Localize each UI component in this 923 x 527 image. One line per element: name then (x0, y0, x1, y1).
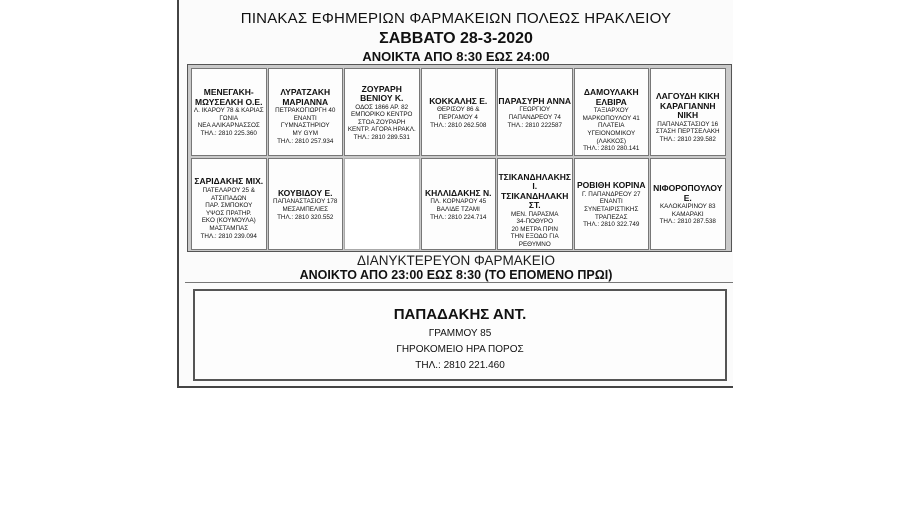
pharmacy-phone: ΤΗΛ.: 2810 224.714 (430, 213, 487, 221)
pharmacy-address-line: ΣΤΟΑ ΖΟΥΡΑΡΗ (358, 118, 406, 126)
pharmacy-cell (268, 68, 344, 156)
pharmacy-address-line: (ΛΑΚΚΟΣ) (596, 137, 627, 145)
pharmacy-phone: ΤΗΛ.: 2810 222587 (507, 121, 563, 129)
pharmacy-address-line: ΠΑΤΕΛΑΡΟΥ 25 & ΑΤΣΙΠΑΔΩΝ (202, 186, 255, 202)
pharmacy-address-line: 20 ΜΕΤΡΑ ΠΡΙΝ (511, 225, 558, 233)
pharmacy-cell (268, 158, 344, 250)
pharmacy-address-line: ΤΡΑΠΕΖΑΣ (595, 213, 628, 221)
pharmacy-address-line: ΕΝΑΝΤΙ ΓΥΜΝΑΣΤΗΡΙΟΥ (280, 114, 330, 130)
pharmacy-address-line: ΚΑΛΟΚΑΙΡΙΝΟΥ 83 (659, 203, 716, 211)
pharmacy-phone: ΤΗΛ.: 2810 257.934 (277, 137, 334, 145)
pharmacy-address-line: ΤΑΞΙΑΡΧΟΥ ΜΑΡΚΟΠΟΥΛΟΥ 41 (582, 107, 640, 122)
night-pharmacy-area: ΓΗΡΟΚΟΜΕΙΟ ΗΡΑ ΠΟΡΟΣ (396, 344, 524, 355)
divider (185, 282, 733, 283)
pharmacy-cell (497, 68, 573, 156)
pharmacy-address-line: MY GYM (292, 130, 318, 138)
pharmacy-phone: ΤΗΛ.: 2810 239.582 (659, 135, 716, 143)
pharmacy-phone: ΤΗΛ.: 2810 239.094 (200, 232, 257, 240)
pharmacy-name: ΖΟΥΡΑΡΗ ΒΕΝΙΟΥ Κ. (360, 83, 404, 103)
night-hours: ΑΝΟΙΚΤΟ ΑΠΟ 23:00 ΕΩΣ 8:30 (ΤΟ ΕΠΟΜΕΝΟ ΠΡΩΙ) (299, 268, 613, 282)
pharmacy-address-line: ΟΔΟΣ 1866 ΑΡ. 82 (355, 103, 409, 111)
pharmacy-address-line: ΠΑΠΑΝΔΡΕΟΥ 74 (508, 113, 561, 121)
pharmacy-cell (191, 158, 267, 250)
pharmacy-address-line: ΓΩΝΙΑ (219, 114, 239, 122)
pharmacy-name: ΚΟΚΚΑΛΗΣ Ε. (429, 95, 488, 106)
pharmacy-address-line: ΘΕΡΙΣΟΥ 86 & (437, 106, 480, 114)
pharmacy-phone: ΤΗΛ.: 2810 320.552 (277, 213, 334, 221)
pharmacy-address-line: Λ. ΙΚΑΡΟΥ 78 & ΚΑΡΙΑΣ (193, 107, 264, 115)
pharmacy-name: ΡΟΒΙΘΗ ΚΟΡΙΝΑ (576, 180, 646, 191)
blank-cell (344, 158, 420, 250)
pharmacy-address-line: ΓΕΩΡΓΙΟΥ (519, 106, 551, 114)
pharmacy-address-line: ΠΕΤΡΑΚΟΓΙΩΡΓΗ 40 (275, 107, 336, 115)
pharmacy-name: ΜΕΝΕΓΑΚΗ-ΜΩΥΣΕΛΚΗ Ο.Ε. (195, 87, 263, 107)
night-pharmacy-name: ΠΑΠΑΔΑΚΗΣ ΑΝΤ. (393, 306, 527, 323)
sheet-title: ΠΙΝΑΚΑΣ ΕΦΗΜΕΡΙΩΝ ΦΑΡΜΑΚΕΙΩΝ ΠΟΛΕΩΣ ΗΡΑΚΛΕΙΟΥ (240, 10, 672, 27)
pharmacy-address-line: Γ. ΠΑΠΑΝΔΡΕΟΥ 27 (582, 190, 641, 198)
pharmacy-cell (421, 158, 497, 250)
pharmacy-address-line: ΜΕΝ. ΠΑΡΑΣΜΑ (510, 210, 559, 218)
pharmacy-phone: ΤΗΛ.: 2810 289.531 (353, 133, 410, 141)
pharmacy-name: ΝΙΦΟΡΟΠΟΥΛΟΥ Ε. (653, 183, 723, 203)
pharmacy-phone: ΤΗΛ.: 2810 262.508 (430, 121, 487, 129)
pharmacy-name: ΛΥΡΑΤΖΑΚΗ ΜΑΡΙΑΝΝΑ (280, 87, 331, 107)
pharmacy-cell (650, 158, 726, 250)
pharmacy-address-line: ΜΕΣΑΜΠΕΛΙΕΣ (282, 205, 329, 213)
sheet-date: ΣΑΒΒΑΤΟ 28-3-2020 (379, 30, 533, 47)
pharmacy-name: ΔΑΜΟΥΛΑΚΗ ΕΛΒΙΡΑ (583, 87, 639, 107)
pharmacy-name: ΠΑΡΑΣΥΡΗ ΑΝΝΑ (498, 95, 572, 106)
pharmacy-address-line: ΠΛΑΤΕΙΑ ΥΓΕΙΟΝΟΜΙΚΟΥ (587, 122, 636, 138)
sheet-hours: ΑΝΟΙΚΤΑ ΑΠΟ 8:30 ΕΩΣ 24:00 (362, 49, 550, 64)
pharmacy-phone: ΤΗΛ.: 2810 225.360 (200, 130, 257, 138)
pharmacy-name: ΛΑΓΟΥΔΗ ΚΙΚΗ ΚΑΡΑΓΙΑΝΝΗ ΝΙΚΗ (655, 91, 720, 121)
pharmacy-address-line: ΠΕΡΓΑΜΟΥ 4 (438, 113, 478, 121)
pharmacy-name: ΣΑΡΙΔΑΚΗΣ ΜΙΧ. (194, 176, 264, 187)
pharmacy-cell (497, 158, 573, 250)
pharmacy-address-line: ΠΑΡ. ΣΜΠΟΚΟΥ (205, 202, 253, 210)
pharmacy-cell (574, 158, 650, 250)
pharmacy-grid (187, 64, 732, 252)
night-pharmacy-box (193, 289, 727, 381)
pharmacy-phone: ΤΗΛ.: 2810 322.749 (583, 221, 640, 229)
night-heading: ΔΙΑΝΥΚΤΕΡΕΥΟΝ ΦΑΡΜΑΚΕΙΟ (357, 253, 555, 268)
pharmacy-cell (344, 68, 420, 156)
pharmacy-phone (498, 249, 572, 250)
night-pharmacy-address: ΓΡΑΜΜΟΥ 85 (428, 328, 492, 339)
pharmacy-cell (650, 68, 726, 156)
pharmacy-address-line: ΠΛ. ΚΟΡΝΑΡΟΥ 45 (430, 198, 487, 206)
pharmacy-phone: ΤΗΛ.: 2810 280.141 (583, 145, 640, 153)
pharmacy-cell (421, 68, 497, 156)
pharmacy-address-line: ΕΚΟ (ΚΟΥΜΟΥΛΑ) (201, 217, 256, 225)
pharmacy-address-line: ΚΕΝΤΡ. ΑΓΟΡΑ ΗΡΑΚΛ. (347, 126, 416, 134)
pharmacy-address-line: ΜΑΣΤΑΜΠΑΣ (209, 224, 249, 232)
pharmacy-cell (191, 68, 267, 156)
pharmacy-address-line: ΒΑΛΙΔΕ ΤΖΑΜΙ (436, 205, 480, 213)
duty-pharmacy-sheet (177, 0, 733, 388)
pharmacy-address-line: ΣΥΝΕΤΑΙΡΙΣΤΙΚΗΣ (584, 205, 639, 213)
night-pharmacy-phone: ΤΗΛ.: 2810 221.460 (415, 360, 505, 371)
pharmacy-name: ΚΗΛΛΙΔΑΚΗΣ Ν. (425, 187, 492, 198)
pharmacy-name: ΤΣΙΚΑΝΔΗΛΑΚΗΣ Ι. ΤΣΙΚΑΝΔΗΛΑΚΗ ΣΤ. (498, 171, 571, 211)
pharmacy-address-line: ΕΜΠΟΡΙΚΟ ΚΕΝΤΡΟ (351, 111, 413, 119)
pharmacy-cell (574, 68, 650, 156)
pharmacy-address-line: ΠΑΠΑΝΑΣΤΑΣΙΟΥ 178 (273, 198, 338, 206)
pharmacy-address-line: ΣΤΑΣΗ ΠΕΡΤΣΕΛΑΚΗ (655, 128, 720, 136)
pharmacy-name: ΚΟΥΒΙΔΟΥ Ε. (277, 187, 333, 198)
pharmacy-address-line: 34-ΠΟΘΥΡΟ (516, 218, 554, 226)
pharmacy-address-line: ΝΕΑ ΑΛΙΚΑΡΝΑΣΣΟΣ (197, 122, 260, 130)
pharmacy-address-line: ΡΕΘΥΜΝΟ (518, 241, 551, 249)
pharmacy-address-line: ΠΑΠΑΝΑΣΤΑΣΙΟΥ 16 (657, 120, 719, 128)
pharmacy-address-line: ΥΨΟΣ ΠΡΑΤΗΡ. (205, 209, 252, 217)
pharmacy-address-line: ΚΑΜΑΡΑΚΙ (671, 210, 704, 218)
pharmacy-address-line: ΕΝΑΝΤΙ (599, 198, 623, 206)
pharmacy-address-line: ΤΗΝ ΕΞΟΔΟ ΓΙΑ (510, 233, 559, 241)
pharmacy-phone: ΤΗΛ.: 2810 287.538 (659, 218, 716, 226)
